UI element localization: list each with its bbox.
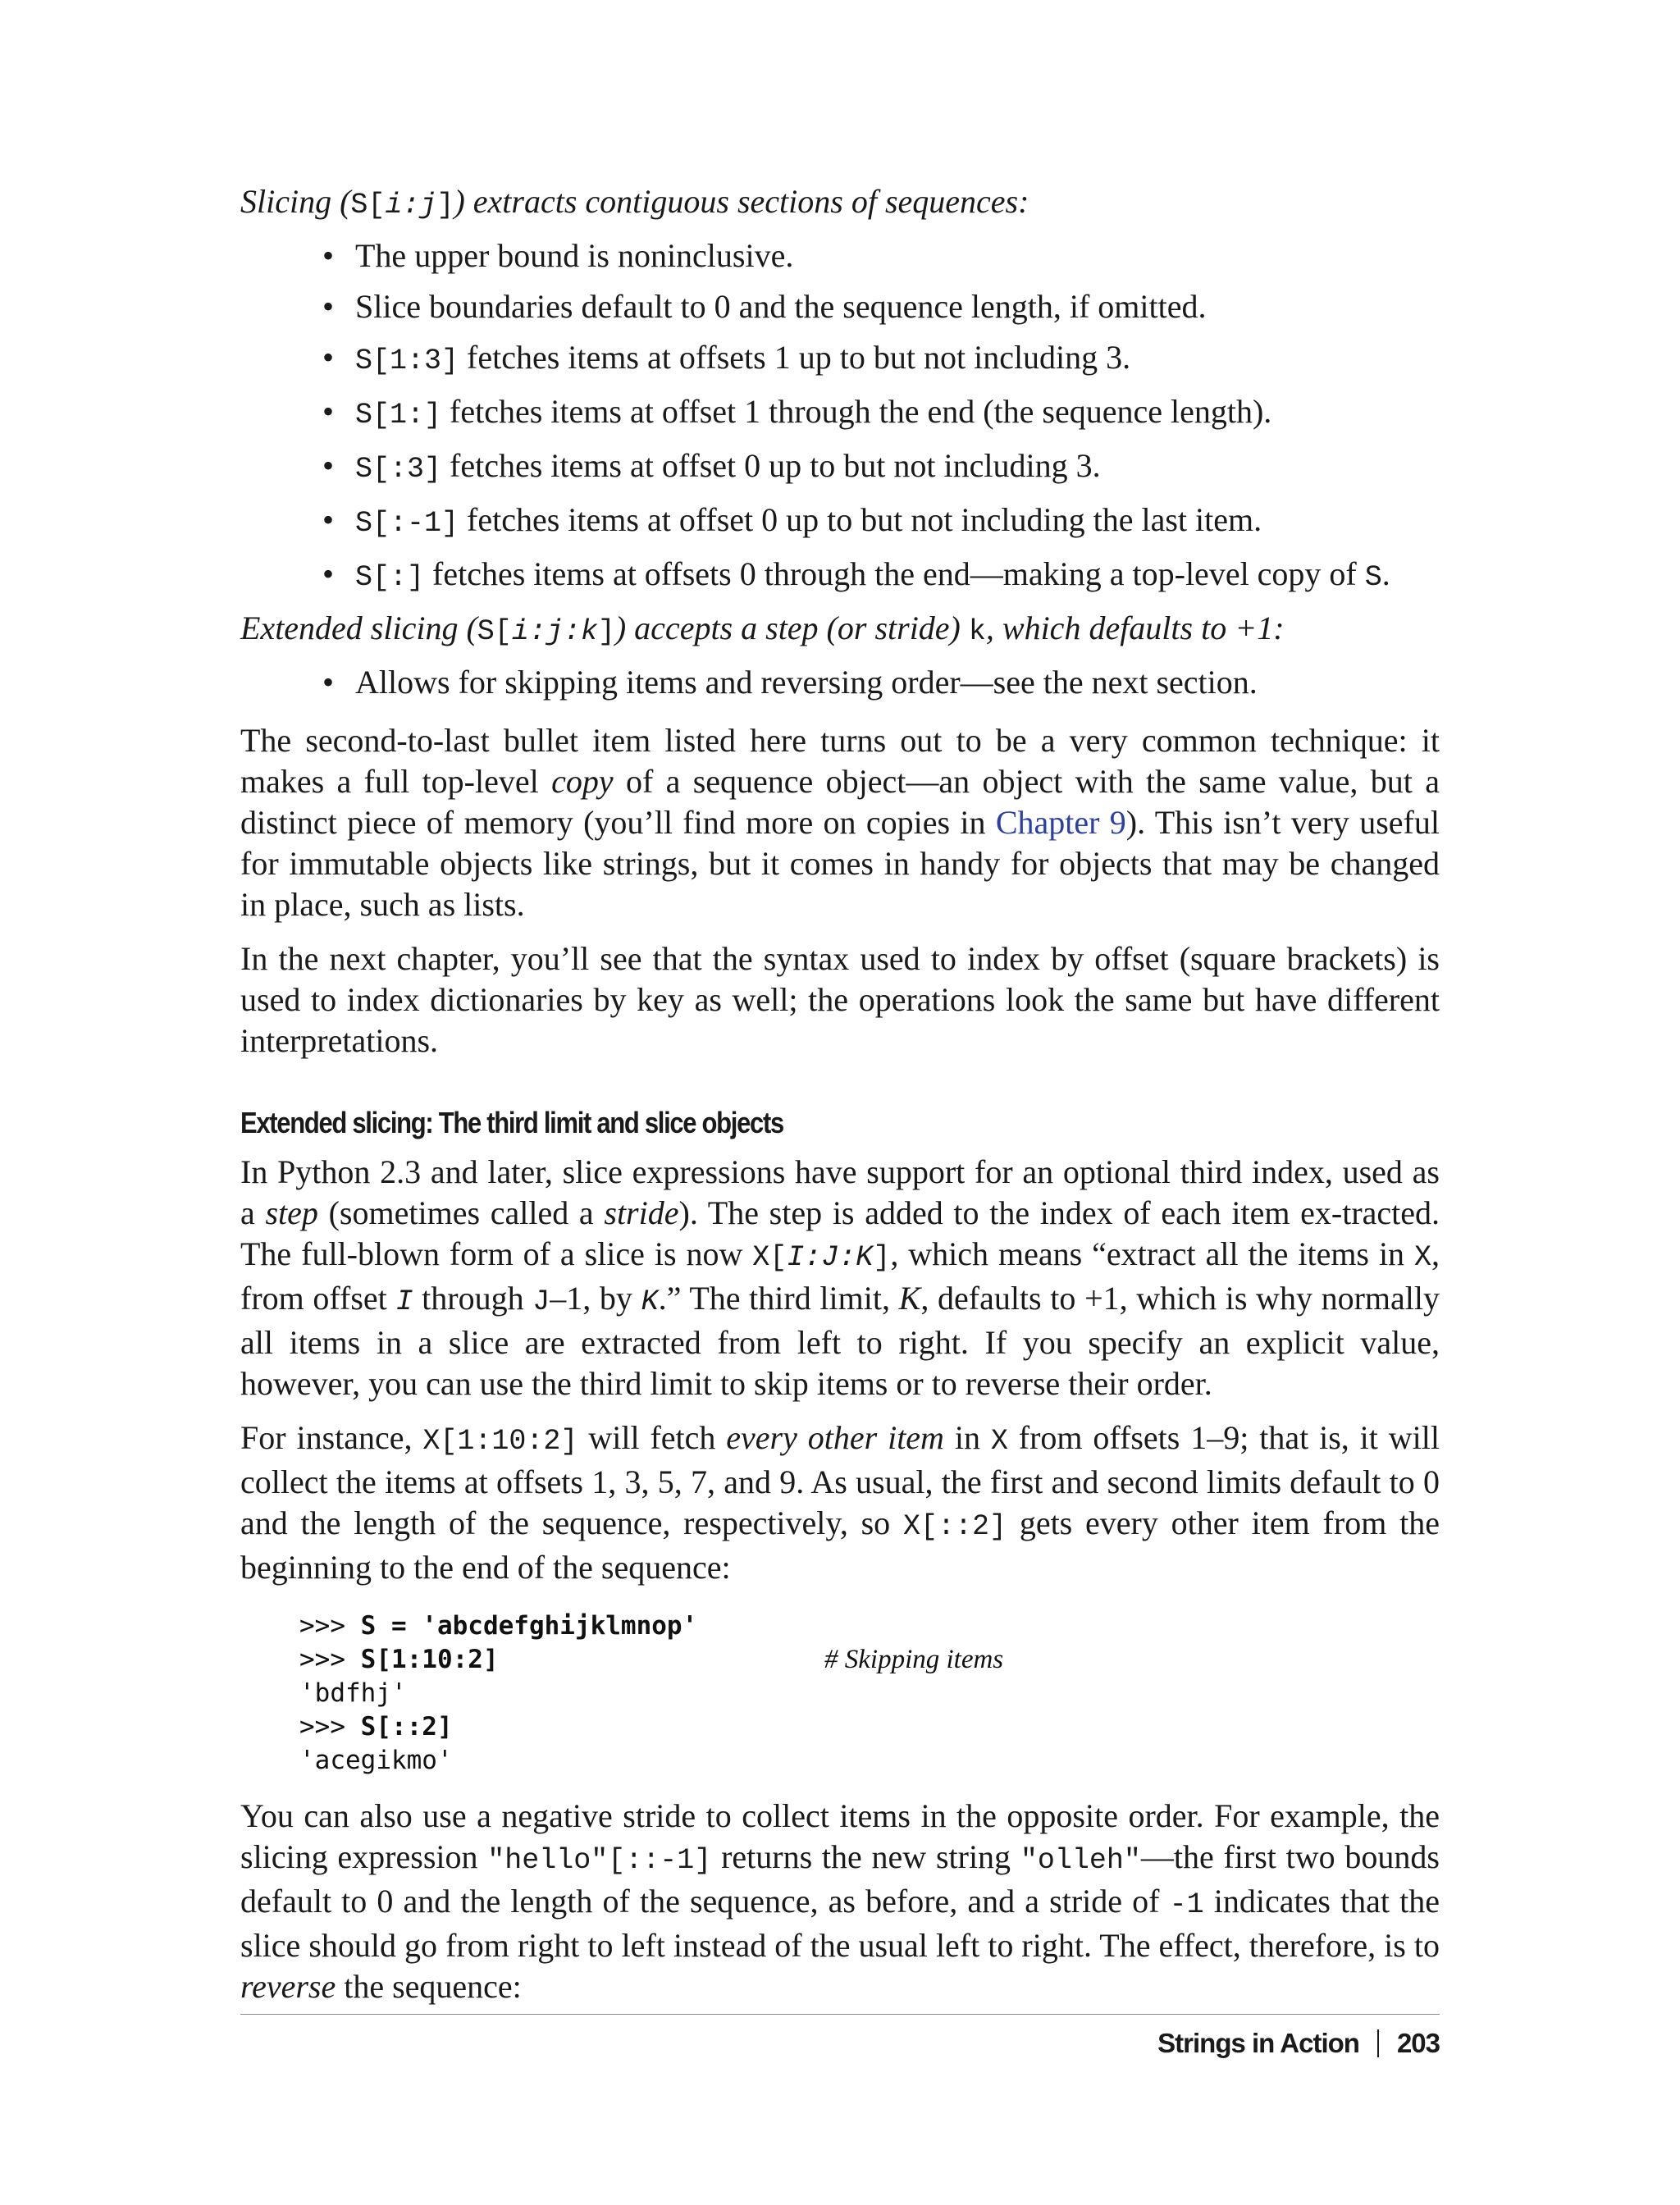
list-item: • S[1:3] fetches items at offsets 1 up to but not including 3. <box>322 332 1440 386</box>
paragraph-negative-stride: You can also use a negative stride to collect items in the opposite order. For example, the slicing expression "hello"[::-1] returns the new string "olleh"—the first two bounds default to 0 and the length of the sequence, as before, and a stride of -1 indicates that the slice should go from right to left instead of the usual left to right. The effect, therefore, is to reverse the sequence: <box>240 1797 1440 2005</box>
slicing-lead: Slicing (S[i:j]) extracts contiguous sections of sequences: <box>240 183 1029 221</box>
list-item: • Slice boundaries default to 0 and the sequence length, if omitted. <box>322 281 1440 332</box>
page-content <box>240 176 1440 2007</box>
extended-bullet-list <box>240 657 1440 708</box>
page-number: 203 <box>1396 2028 1440 2058</box>
code-line: 'acegikmo' <box>299 1746 453 1775</box>
list-item: • Allows for skipping items and reversing order—see the next section. <box>322 657 1440 708</box>
list-item: • S[:3] fetches items at offset 0 up to but not including 3. <box>322 441 1440 495</box>
extended-slicing-lead: Extended slicing (S[i:j:k]) accepts a step (or stride) k, which defaults to +1: <box>240 609 1285 648</box>
section-heading: Extended slicing: The third limit and slice objects <box>240 1106 783 1139</box>
list-item: • S[1:] fetches items at offset 1 through the end (the sequence length). <box>322 386 1440 441</box>
paragraph-every-other: For instance, X[1:10:2] will fetch every other item in X from offsets 1–9; that is, it will collect the items at offsets 1, 3, 5, 7, and 9. As usual, the first and second limits default to 0 and the length of the sequence, respectively, so X[::2] gets every other item from the beginning to the end of the sequence: <box>240 1419 1440 1586</box>
code-line: 'bdfhj' <box>299 1678 407 1708</box>
running-title: Strings in Action <box>1157 2028 1359 2058</box>
footer-divider <box>240 2014 1440 2015</box>
code-line: >>> S = 'abcdefghijklmnop' <box>299 1611 698 1641</box>
code-line: >>> S[::2] <box>299 1712 453 1742</box>
paragraph-dictionaries: In the next chapter, you’ll see that the syntax used to index by offset (square brackets) is used to index dictionaries by key as well; the operations look the same but have different interpretations. <box>240 940 1440 1059</box>
slicing-bullet-list <box>240 231 1440 603</box>
list-item: • S[:] fetches items at offsets 0 through the end—making a top-level copy of S. <box>322 549 1440 603</box>
list-item: • The upper bound is noninclusive. <box>322 231 1440 281</box>
code-example <box>299 1609 1440 1778</box>
page-footer <box>1157 2028 1440 2059</box>
code-line: >>> S[1:10:2] # Skipping items <box>299 1643 1440 1677</box>
paragraph-third-index: In Python 2.3 and later, slice expressions have support for an optional third index, used as a step (sometimes called a stride). The step is added to the index of each item ex-tracted. The full-blown form of a slice is now X[I:J:K], which means “extract all the items in X, from offset I through J–1, by K.” The third limit, K, defaults to +1, which is why normally all items in a slice are extracted from left to right. If you specify an explicit value, however, you can use the third limit to skip items or to reverse their order. <box>240 1153 1440 1402</box>
paragraph-copy-technique: The second-to-last bullet item listed here turns out to be a very common technique: it makes a full top-level copy of a sequence object—an object with the same value, but a distinct piece of memory (you’ll find more on copies in Chapter 9). This isn’t very useful for immutable objects like strings, but it comes in handy for objects that may be changed in place, such as lists. <box>240 722 1440 923</box>
list-item: • S[:-1] fetches items at offset 0 up to but not including the last item. <box>322 495 1440 549</box>
code-comment: # Skipping items <box>824 1645 1004 1674</box>
chapter-9-link[interactable]: Chapter 9 <box>995 804 1126 841</box>
footer-separator <box>1377 2029 1379 2057</box>
